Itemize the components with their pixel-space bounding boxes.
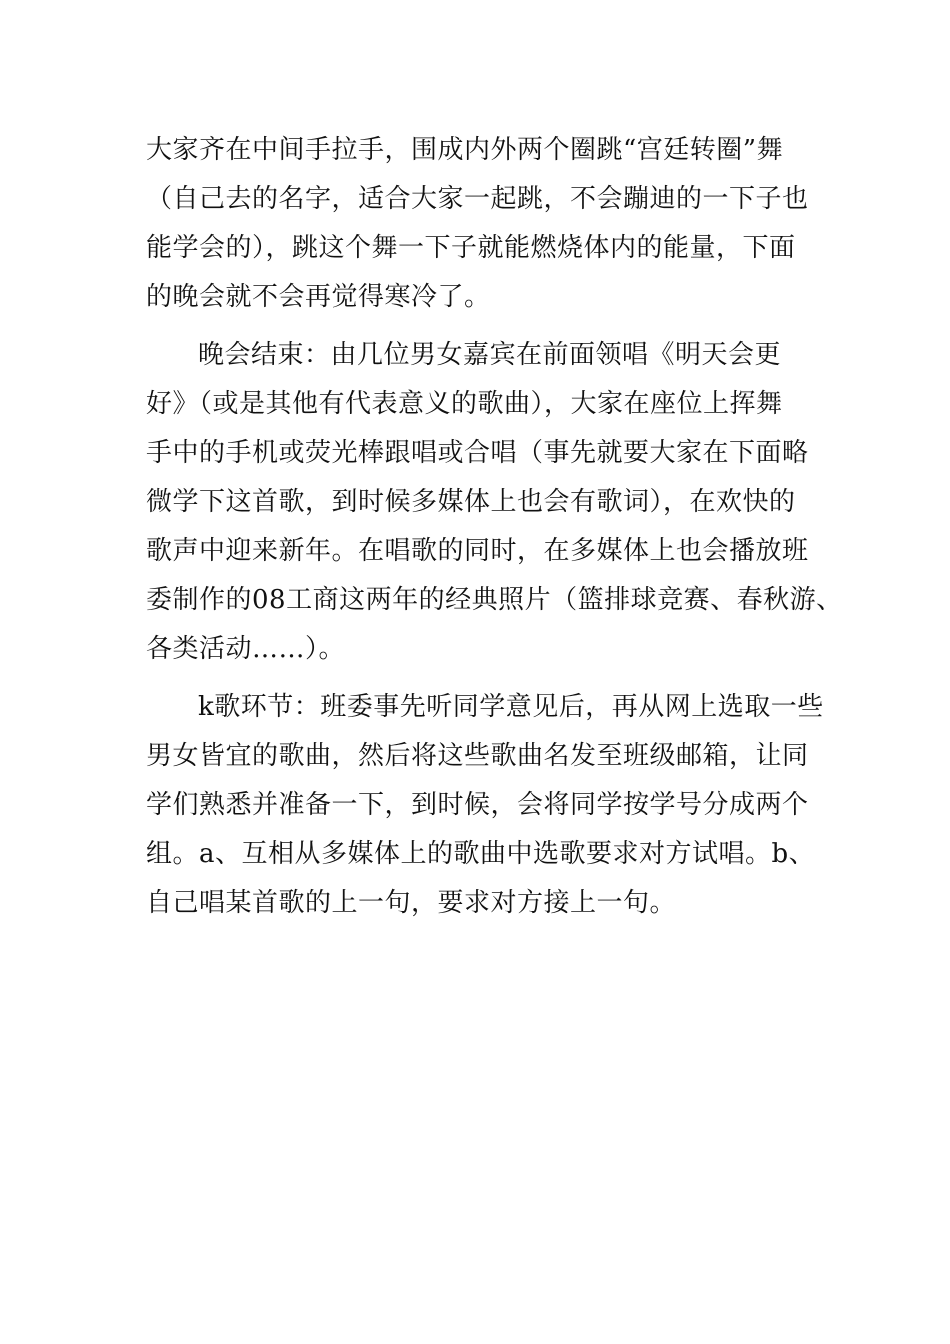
text-line: 大家齐在中间手拉手，围成内外两个圈跳“宫廷转圈”舞 bbox=[146, 135, 784, 165]
paragraph-2 bbox=[146, 331, 843, 674]
text-line: 手中的手机或荧光棒跟唱或合唱（事先就要大家在下面略 bbox=[146, 438, 809, 468]
text-line: 委制作的08工商这两年的经典照片（篮排球竞赛、春秋游、 bbox=[146, 585, 843, 615]
text-line: （自己去的名字，适合大家一起跳，不会蹦迪的一下子也 bbox=[146, 184, 809, 214]
text-line: 的晚会就不会再觉得寒冷了。 bbox=[146, 282, 491, 312]
document-body bbox=[146, 126, 843, 928]
text-line: 男女皆宜的歌曲，然后将这些歌曲名发至班级邮箱，让同 bbox=[146, 741, 809, 771]
text-line: 组。a、互相从多媒体上的歌曲中选歌要求对方试唱。b、 bbox=[146, 839, 816, 869]
paragraph-spacer bbox=[146, 674, 814, 683]
paragraph-3 bbox=[146, 683, 824, 928]
text-line: 能学会的），跳这个舞一下子就能燃烧体内的能量，下面 bbox=[146, 233, 796, 263]
text-line: 学们熟悉并准备一下，到时候，会将同学按学号分成两个 bbox=[146, 790, 809, 820]
text-line: 各类活动……）。 bbox=[146, 634, 346, 664]
text-line: 好》（或是其他有代表意义的歌曲），大家在座位上挥舞 bbox=[146, 389, 783, 419]
text-line: 晚会结束：由几位男女嘉宾在前面领唱《明天会更 bbox=[198, 340, 782, 370]
paragraph-1 bbox=[146, 126, 814, 322]
text-line: 微学下这首歌，到时候多媒体上也会有歌词），在欢快的 bbox=[146, 487, 796, 517]
text-line: k歌环节：班委事先听同学意见后，再从网上选取一些 bbox=[198, 692, 824, 722]
text-line: 自己唱某首歌的上一句，要求对方接上一句。 bbox=[146, 888, 677, 918]
paragraph-spacer bbox=[146, 322, 814, 331]
text-line: 歌声中迎来新年。在唱歌的同时，在多媒体上也会播放班 bbox=[146, 536, 809, 566]
